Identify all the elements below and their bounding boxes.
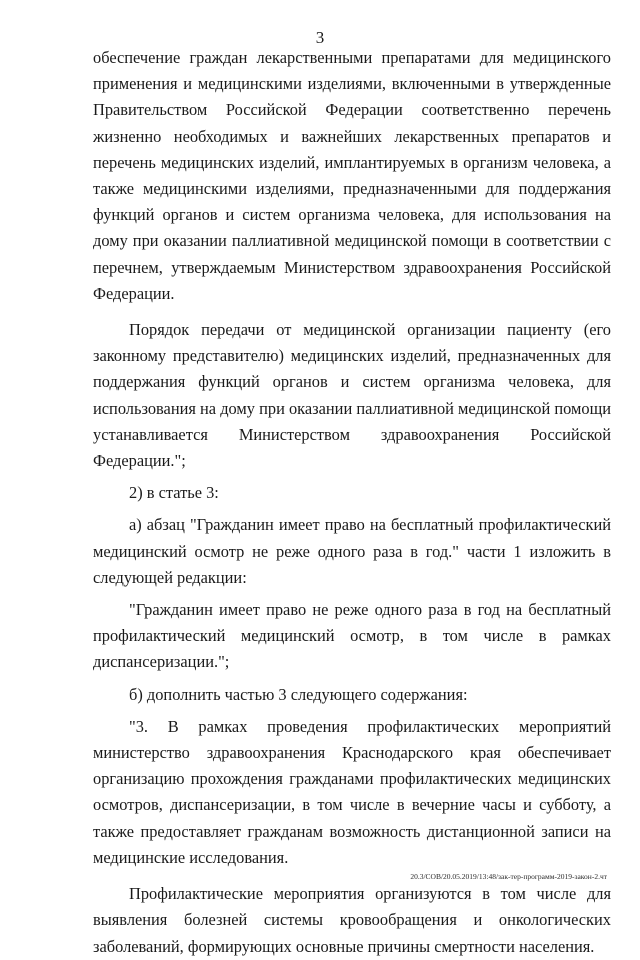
paragraph-continuation: обеспечение граждан лекарственными препаратами для медицинского применения и медицинскими изделиями, включенными в утвержденные Правительством Российской Федерации соответственно перечень жизненно необходимых и важнейших лекарственных препаратов и перечень медицинских изделий, имплантируемых в организм человека, а также медицинскими изделиями, предназначенными для поддержания функций органов и систем организма человека, для использования на дому при оказании паллиативной медицинской помощи в соответствии с перечнем, утверждаемым Министерством здравоохранения Российской Федерации.	[93, 48, 611, 303]
paragraph-transfer-procedure: Порядок передачи от медицинской организации пациенту (его законному представителю) медицинских изделий, предназначенных для поддержания функций органов и систем организма человека, для использования на дому при оказании паллиативной медицинской помощи устанавливается Министерством здравоохранения Российской Федерации.";	[93, 320, 611, 471]
paragraph-new-wording: "Гражданин имеет право не реже одного раза в год на бесплатный профилактический медицинский осмотр, в том числе в рамках диспансеризации.";	[93, 600, 611, 672]
paragraph-subitem-a: а) абзац "Гражданин имеет право на бесплатный профилактический медицинский осмотр не реже одного раза в год." части 1 изложить в следующей редакции:	[93, 515, 611, 587]
paragraph-preventive-measures: Профилактические мероприятия организуются в том числе для выявления болезней системы кровообращения и онкологических заболеваний, формирующих основные причины смертности населения.	[93, 884, 611, 956]
page-number: 3	[315, 28, 325, 47]
footer-document-code: 20.3/СОВ/20.05.2019/13:48/зак-тер-программ-2019-закон-2.чт	[410, 872, 607, 881]
paragraph-article-3-item: 2) в статье 3:	[129, 483, 219, 503]
paragraph-part-3: "3. В рамках проведения профилактических мероприятий министерство здравоохранения Краснодарского края обеспечивает организацию прохождения гражданами профилактических медицинских осмотров, диспансеризации, в том числе в вечерние часы и субботу, а также предоставляет гражданам возможность дистанционной записи на медицинские исследования.	[93, 716, 611, 867]
paragraph-subitem-b: б) дополнить частью 3 следующего содержания:	[129, 684, 468, 704]
document-body	[93, 45, 611, 960]
